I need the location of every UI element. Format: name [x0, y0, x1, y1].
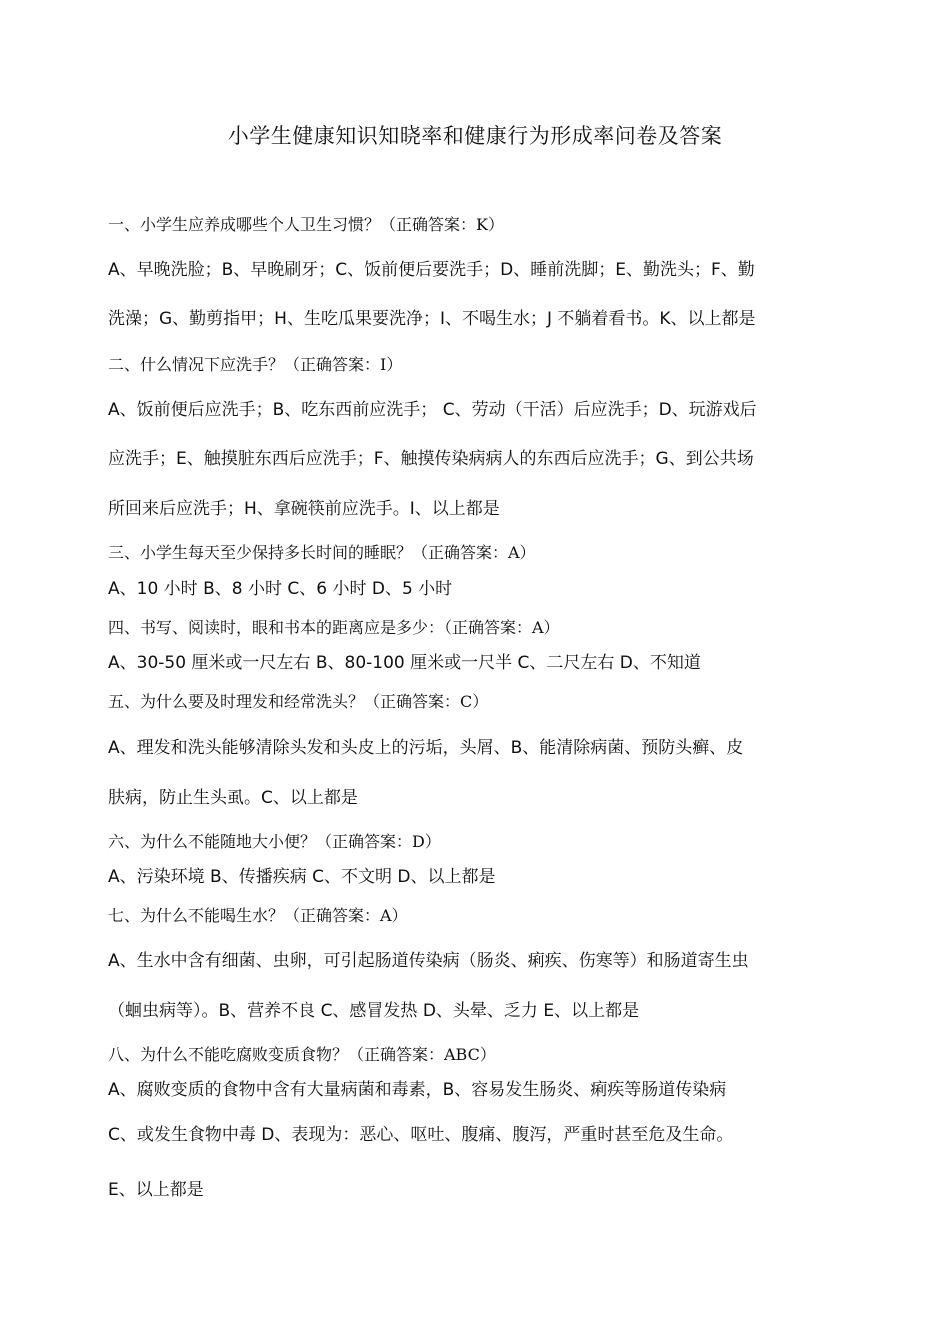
question-7: 七、为什么不能喝生水？（正确答案：A）	[108, 906, 408, 925]
answer-5-line-1: A、理发和洗头能够清除头发和头皮上的污垢，头屑、B、能清除病菌、预防头癣、皮	[108, 738, 744, 758]
answer-2-line-3: 所回来后应洗手；H、拿碗筷前应洗手。I、以上都是	[108, 499, 500, 519]
answer-8-line-3: E、以上都是	[108, 1180, 204, 1200]
answer-2-line-1: A、饭前便后应洗手；B、吃东西前应洗手； C、劳动（干活）后应洗手；D、玩游戏后	[108, 400, 757, 420]
answer-7-line-2: （蛔虫病等）。B、营养不良 C、感冒发热 D、头晕、乏力 E、以上都是	[108, 1001, 640, 1021]
answer-1-line-1: A、早晚洗脸；B、早晚刷牙；C、饭前便后要洗手；D、睡前洗脚；E、勤洗头；F、勤	[108, 260, 755, 280]
answer-2-line-2: 应洗手；E、触摸脏东西后应洗手；F、触摸传染病病人的东西后应洗手；G、到公共场	[108, 449, 754, 469]
answer-3-line-1: A、10 小时 B、8 小时 C、6 小时 D、5 小时	[108, 579, 453, 599]
question-1: 一、小学生应养成哪些个人卫生习惯？（正确答案：K）	[108, 215, 504, 234]
answer-8-line-2: C、或发生食物中毒 D、表现为：恶心、呕吐、腹痛、腹泻，严重时甚至危及生命。	[108, 1125, 734, 1145]
question-5: 五、为什么要及时理发和经常洗头？（正确答案：C）	[108, 692, 489, 711]
page-title: 小学生健康知识知晓率和健康行为形成率问卷及答案	[227, 124, 723, 148]
question-4: 四、书写、阅读时，眼和书本的距离应是多少：（正确答案：A）	[108, 618, 560, 637]
answer-5-line-2: 肤病，防止生头虱。C、以上都是	[108, 788, 358, 808]
answer-8-line-1: A、腐败变质的食物中含有大量病菌和毒素，B、容易发生肠炎、痢疾等肠道传染病	[108, 1080, 727, 1100]
question-6: 六、为什么不能随地大小便？（正确答案：D）	[108, 832, 441, 851]
question-8: 八、为什么不能吃腐败变质食物？（正确答案：ABC）	[108, 1045, 496, 1064]
answer-6-line-1: A、污染环境 B、传播疾病 C、不文明 D、以上都是	[108, 867, 496, 887]
answer-4-line-1: A、30-50 厘米或一尺左右 B、80-100 厘米或一尺半 C、二尺左右 D、不知道	[108, 653, 701, 673]
question-3: 三、小学生每天至少保持多长时间的睡眠？（正确答案：A）	[108, 543, 536, 562]
question-2: 二、什么情况下应洗手？（正确答案：I）	[108, 355, 403, 374]
answer-7-line-1: A、生水中含有细菌、虫卵，可引起肠道传染病（肠炎、痢疾、伤寒等）和肠道寄生虫	[108, 951, 749, 971]
answer-1-line-2: 洗澡；G、勤剪指甲；H、生吃瓜果要洗净；I、不喝生水；J 不躺着看书。K、以上都是	[108, 309, 756, 329]
